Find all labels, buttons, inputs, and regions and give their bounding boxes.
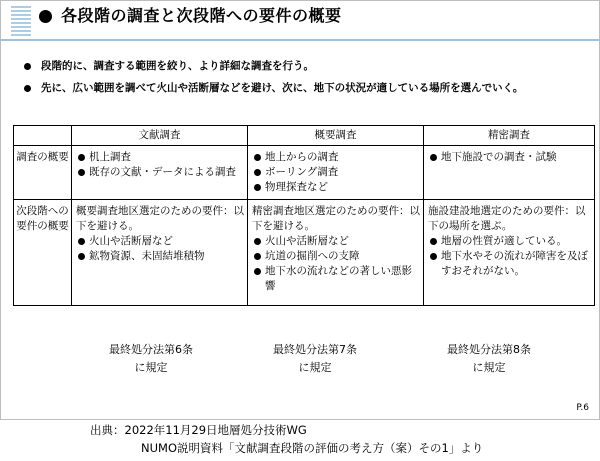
row-label-survey-overview: 調査の概要 <box>14 146 72 200</box>
bullet-icon <box>78 154 85 161</box>
title-bar <box>1 1 600 41</box>
source-line-2: NUMO説明資料「文献調査段階の評価の考え方（案）その1」より <box>141 441 484 455</box>
bullet-icon <box>430 154 437 161</box>
bullet-icon <box>254 154 261 161</box>
bullet-icon <box>254 253 261 260</box>
bullet-icon <box>78 169 85 176</box>
table-cell <box>72 146 248 200</box>
header-corner <box>14 126 72 146</box>
bullet-icon <box>254 169 261 176</box>
key-points <box>21 59 599 103</box>
list-item: 地下水の流れなどの著しい悪影響 <box>252 264 420 294</box>
slide-title: 各段階の調査と次段階への要件の概要 <box>61 6 342 25</box>
list-item: 地下水やその流れが障害を及ぼすおそれがない。 <box>428 249 591 279</box>
source-line-1: 出典：2022年11月29日地層処分技術WG <box>90 423 307 437</box>
list-item: 鉱物資源、未固結堆積物 <box>76 249 244 264</box>
bullet-icon <box>78 253 85 260</box>
key-point-text: 先に、広い範囲を調べて火山や活断層などを避け、次に、地下の状況が適している場所を選んでいく。 <box>41 82 524 94</box>
table-row <box>14 200 595 306</box>
header-preliminary-survey: 概要調査 <box>248 126 424 146</box>
header-literature-survey: 文献調査 <box>72 126 248 146</box>
table-cell <box>248 146 424 200</box>
table-row <box>14 146 595 200</box>
list-item: 火山や活断層など <box>76 234 244 249</box>
list-item: 机上調査 <box>76 150 244 165</box>
table-cell <box>424 200 595 306</box>
bullet-icon <box>254 238 261 245</box>
list-item: 既存の文献・データによる調査 <box>76 165 244 180</box>
bullet-icon <box>430 253 437 260</box>
key-point-text: 段階的に、調査する範囲を絞り、より詳細な調査を行う。 <box>41 60 314 72</box>
page-number: P.6 <box>576 403 589 413</box>
bullet-icon <box>430 238 437 245</box>
source-citation <box>90 421 483 457</box>
list-item: ボーリング調査 <box>252 165 420 180</box>
bullet-icon <box>24 63 31 70</box>
table-cell <box>248 200 424 306</box>
list-item: 物理探査など <box>252 180 420 195</box>
key-point <box>21 81 599 103</box>
requirements-table <box>13 125 595 306</box>
law-reference: 最終処分法第8条 に規定 <box>447 343 531 374</box>
header-detailed-survey: 精密調査 <box>424 126 595 146</box>
list-item: 火山や活断層など <box>252 234 420 249</box>
list-item: 地上からの調査 <box>252 150 420 165</box>
bullet-icon <box>254 268 261 275</box>
list-item: 地下施設での調査・試験 <box>428 150 591 165</box>
bullet-icon <box>254 184 261 191</box>
key-point <box>21 59 599 81</box>
requirement-intro: 施設建設地選定のための要件：以下の場所を選ぶ。 <box>428 205 586 232</box>
stripes-icon <box>11 6 31 36</box>
list-item: 坑道の掘削への支障 <box>252 249 420 264</box>
row-label-next-stage-requirements: 次段階への要件の概要 <box>14 200 72 306</box>
table-cell <box>424 146 595 200</box>
list-item: 地層の性質が適している。 <box>428 234 591 249</box>
table-header-row <box>14 126 595 146</box>
bullet-icon <box>78 238 85 245</box>
law-reference: 最終処分法第7条 に規定 <box>273 343 357 374</box>
table-cell <box>72 200 248 306</box>
bullet-icon <box>24 85 31 92</box>
requirement-intro: 精密調査地区選定のための要件：以下を避ける。 <box>252 205 420 232</box>
law-reference: 最終処分法第6条 に規定 <box>109 343 193 374</box>
requirement-intro: 概要調査地区選定のための要件：以下を避ける。 <box>76 205 244 232</box>
title-bullet-icon <box>39 10 52 23</box>
